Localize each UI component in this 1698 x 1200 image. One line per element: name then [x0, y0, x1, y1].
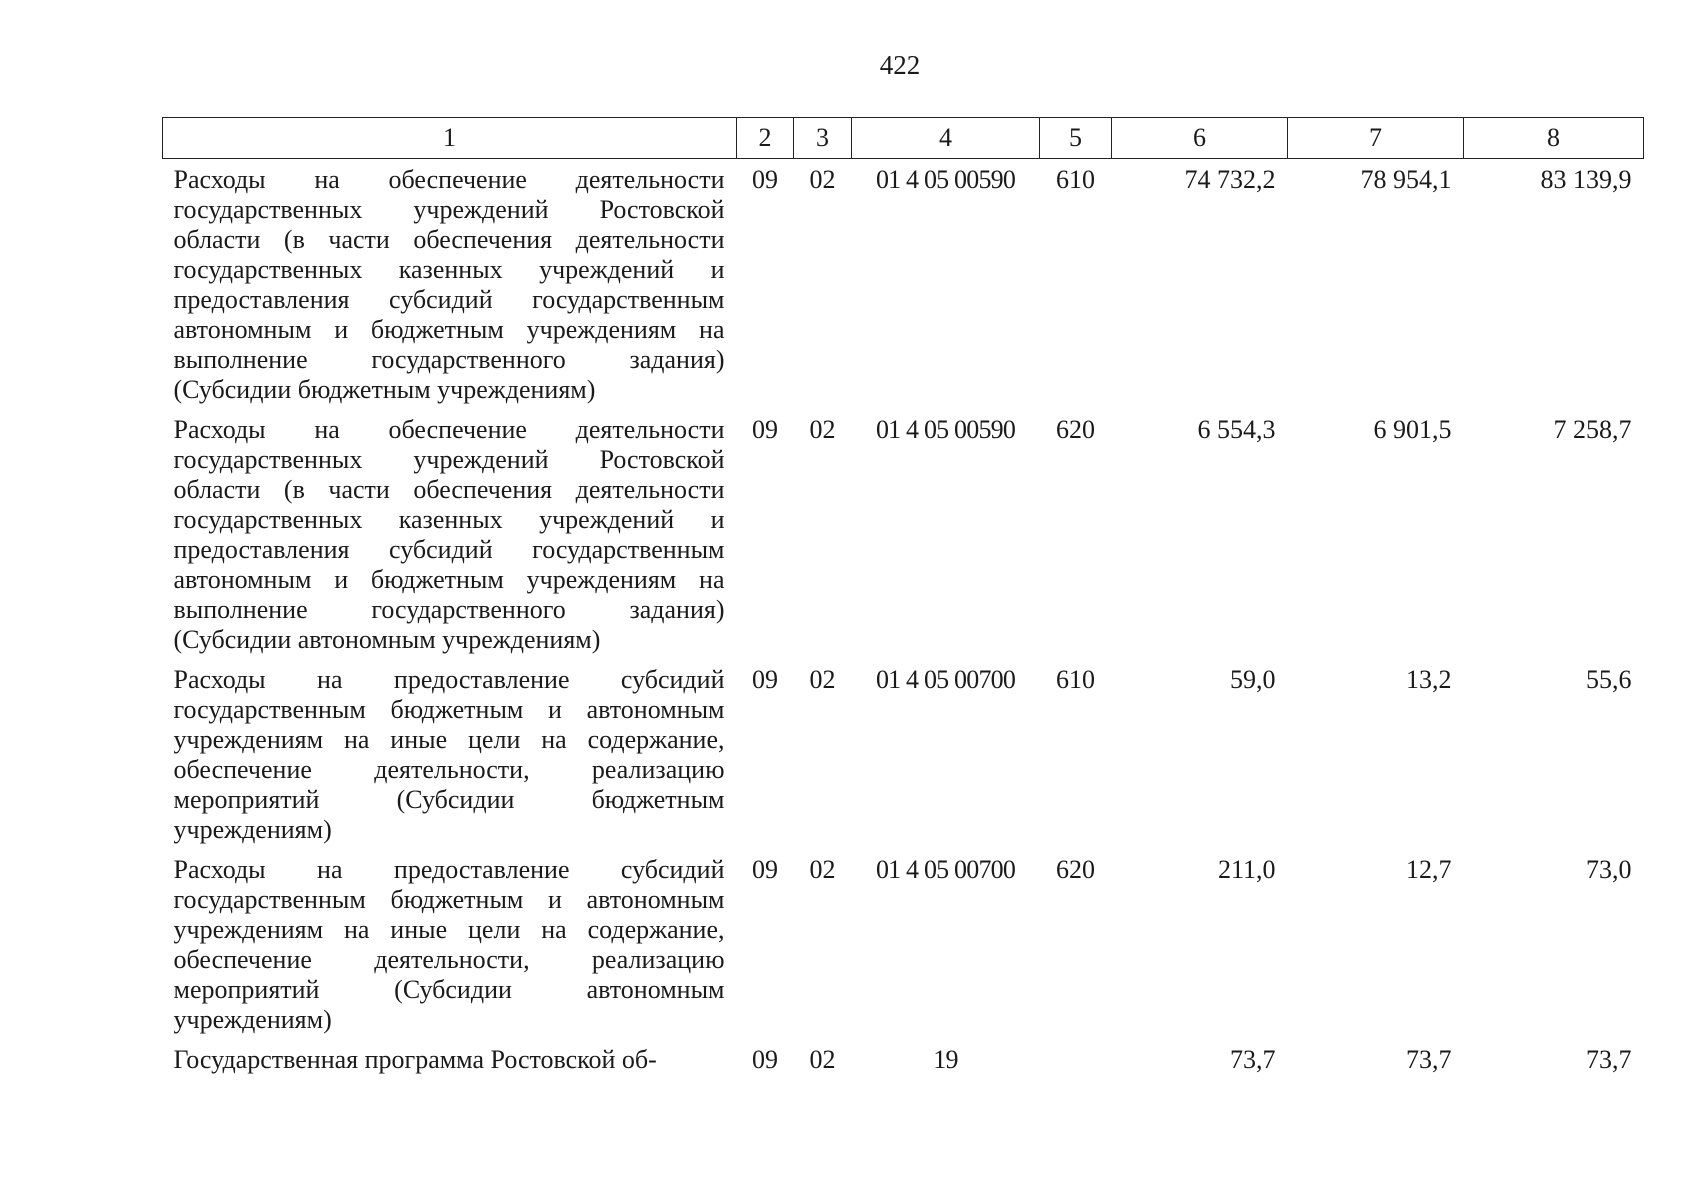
column-header-4: 4 — [852, 118, 1040, 159]
amount-col-7: 78 954,1 — [1360, 165, 1452, 194]
column-header-7: 7 — [1288, 118, 1464, 159]
amount-col-6: 6 554,3 — [1197, 415, 1276, 444]
section-code: 09 — [752, 415, 778, 444]
row-description: Расходы на предоставление субсидий государственным бюджетным и автономным учреждениям на иные цели на содержание, обеспечение деятельности, реализацию мероприятий (Субсидии автономным учреждениям) — [173, 855, 725, 1034]
subsection-code: 02 — [809, 1045, 836, 1074]
expense-type-code: 610 — [1056, 165, 1095, 194]
amount-col-6: 73,7 — [1230, 1045, 1276, 1074]
table-row — [163, 1039, 1644, 1079]
target-article-code: 01 4 05 00590 — [875, 165, 1016, 194]
table-row — [163, 159, 1644, 410]
amount-col-7: 6 901,5 — [1373, 415, 1452, 444]
budget-table — [162, 117, 1644, 1079]
column-header-8: 8 — [1464, 118, 1644, 159]
table-row — [163, 849, 1644, 1039]
target-article-code: 01 4 05 00590 — [875, 415, 1016, 444]
column-header-3: 3 — [794, 118, 852, 159]
expense-type-code: 620 — [1056, 855, 1095, 884]
table-row — [163, 659, 1644, 849]
amount-col-8: 83 139,9 — [1540, 165, 1632, 194]
amount-col-7: 13,2 — [1406, 665, 1452, 694]
section-code: 09 — [752, 165, 778, 194]
amount-col-8: 73,7 — [1586, 1045, 1632, 1074]
section-code: 09 — [752, 1045, 778, 1074]
row-description: Государственная программа Ростовской об- — [173, 1045, 657, 1074]
amount-col-8: 73,0 — [1586, 855, 1632, 884]
column-header-5: 5 — [1040, 118, 1112, 159]
table-header-row — [163, 118, 1644, 159]
amount-col-8: 55,6 — [1586, 665, 1632, 694]
column-header-1: 1 — [163, 118, 737, 159]
amount-col-6: 211,0 — [1217, 855, 1276, 884]
target-article-code: 01 4 05 00700 — [875, 665, 1016, 694]
section-code: 09 — [752, 855, 778, 884]
table-row — [163, 409, 1644, 659]
subsection-code: 02 — [809, 415, 836, 444]
amount-col-6: 59,0 — [1230, 665, 1276, 694]
expense-type-code: 620 — [1056, 415, 1095, 444]
column-header-2: 2 — [737, 118, 794, 159]
page-number: 422 — [879, 50, 921, 80]
expense-type-code — [1040, 1039, 1112, 1079]
amount-col-8: 7 258,7 — [1553, 415, 1632, 444]
row-description: Расходы на обеспечение деятельности государственных учреждений Ростовской области (в части обеспечения деятельности государственных казенных учреждений и предоставления субсидий государственным автономным и бюджетным учреждениям на выполнение государственного задания) (Субсидии бюджетным учреждениям) — [173, 165, 725, 404]
amount-col-6: 74 732,2 — [1184, 165, 1276, 194]
subsection-code: 02 — [809, 165, 836, 194]
expense-type-code: 610 — [1056, 665, 1095, 694]
amount-col-7: 73,7 — [1406, 1045, 1452, 1074]
section-code: 09 — [752, 665, 778, 694]
target-article-code: 01 4 05 00700 — [875, 855, 1016, 884]
row-description: Расходы на предоставление субсидий государственным бюджетным и автономным учреждениям на иные цели на содержание, обеспечение деятельности, реализацию мероприятий (Субсидии бюджетным учреждениям) — [173, 665, 725, 844]
subsection-code: 02 — [809, 665, 836, 694]
subsection-code: 02 — [809, 855, 836, 884]
column-header-6: 6 — [1112, 118, 1288, 159]
row-description: Расходы на обеспечение деятельности государственных учреждений Ростовской области (в части обеспечения деятельности государственных казенных учреждений и предоставления субсидий государственным автономным и бюджетным учреждениям на выполнение государственного задания) (Субсидии автономным учреждениям) — [173, 415, 725, 654]
amount-col-7: 12,7 — [1406, 855, 1452, 884]
target-article-code: 19 — [933, 1045, 958, 1074]
